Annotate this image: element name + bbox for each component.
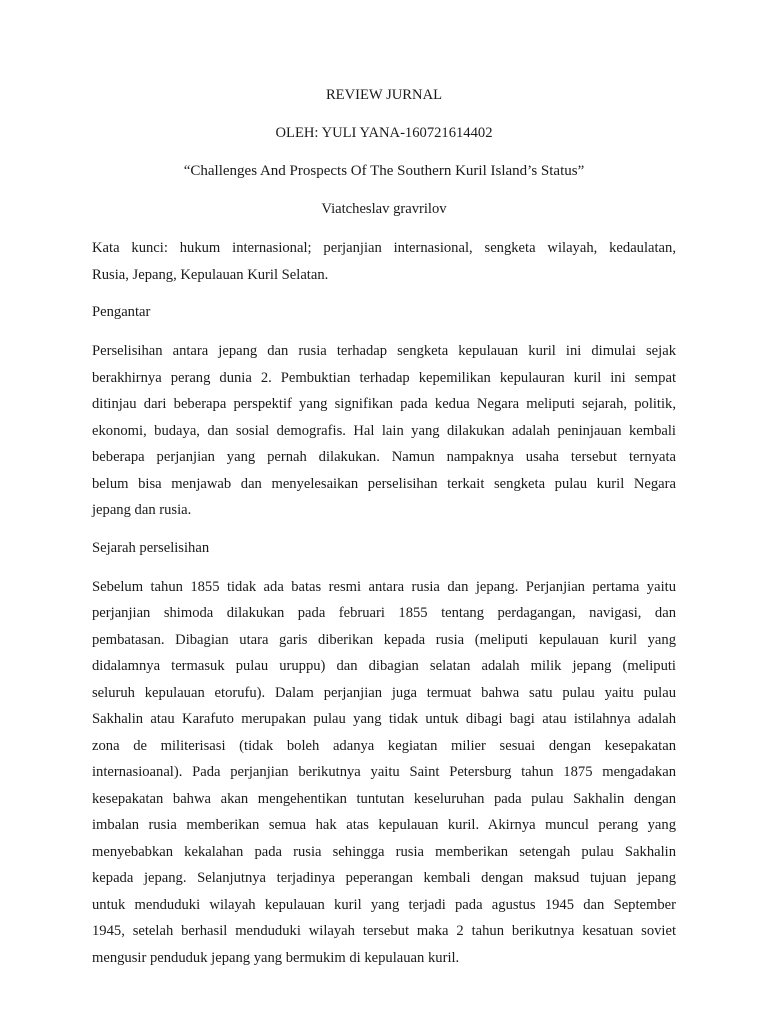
history-line: Sakhalin atau Karafuto merupakan pulau yang tidak untuk dibagi bagi atau istilahnya adalah (92, 711, 676, 727)
history-line: imbalan rusia memberikan semua hak atas kepulauan kuril. Akirnya muncul perang yang (92, 817, 676, 833)
history-line: seluruh kepulauan etorufu). Dalam perjanjian juga termuat bahwa satu pulau yaitu pulau (92, 684, 676, 701)
document-title: REVIEW JURNAL (325, 87, 443, 103)
history-line: Sebelum tahun 1855 tidak ada batas resmi antara rusia dan jepang. Perjanjian pertama yaitu (92, 578, 676, 595)
keywords-paragraph (92, 235, 676, 288)
history-line: untuk menduduki wilayah kepulauan kuril yang terjadi pada agustus 1945 dan September (92, 896, 676, 913)
reviewer-line: OLEH: YULI YANA-160721614402 (275, 125, 493, 141)
keywords-line: Rusia, Jepang, Kepulauan Kuril Selatan. (92, 266, 329, 283)
intro-line: jepang dan rusia. (92, 502, 192, 518)
history-line: perjanjian shimoda dilakukan pada februari 1855 tentang perdagangan, navigasi, dan (92, 605, 676, 621)
history-line: zona de militerisasi (tidak boleh adanya kegiatan milier sesuai dengan kesepakatan (92, 737, 676, 754)
history-heading: Sejarah perselisihan (92, 539, 210, 556)
intro-line: Perselisihan antara jepang dan rusia terhadap sengketa kepulauan kuril ini dimulai sejak (92, 343, 676, 359)
intro-heading: Pengantar (92, 304, 151, 320)
intro-paragraph (92, 338, 676, 524)
history-line: menyebabkan kekalahan pada rusia sehingga rusia memberikan setengah pulau Sakhalin (92, 843, 676, 860)
intro-line: berakhirnya perang dunia 2. Pembuktian terhadap kepemilikan kepulauran kuril ini sempat (92, 369, 676, 386)
history-line: kepada jepang. Selanjutnya terjadinya peperangan kembali dengan maksud tujuan jepang (92, 870, 676, 886)
history-line: kesepakatan bahwa akan mengehentikan tuntutan keseluruhan pada pulau Sakhalin dengan (92, 790, 676, 807)
intro-line: ekonomi, budaya, dan sosial demografis. Hal lain yang dilakukan adalah peninjauan kembali (92, 422, 676, 439)
history-line: 1945, setelah berhasil menduduki wilayah tersebut maka 2 tahun berikutnya kesatuan soviet (92, 923, 676, 939)
history-line: didalamnya termasuk pulau uruppu) dan dibagian selatan adalah milik jepang (meliputi (92, 658, 676, 674)
article-author: Viatcheslav gravrilov (321, 201, 447, 217)
intro-line: belum bisa menjawab dan menyelesaikan perselisihan terkait sengketa pulau kuril Negara (92, 475, 676, 492)
history-line: pembatasan. Dibagian utara garis diberikan kepada rusia (meliputi kepulauan kuril yang (92, 631, 676, 648)
keywords-line: Kata kunci: hukum internasional; perjanjian internasional, sengketa wilayah, kedaulatan, (92, 240, 676, 256)
history-paragraph (92, 574, 676, 972)
history-line: mengusir penduduk jepang yang bermukim di kepulauan kuril. (92, 949, 460, 966)
intro-line: beberapa perjanjian yang pernah dilakukan. Namun nampaknya usaha tersebut ternyata (92, 449, 676, 465)
article-title: “Challenges And Prospects Of The Southern Kuril Island’s Status” (183, 163, 585, 179)
document-page (92, 85, 676, 985)
history-line: internasioanal). Pada perjanjian berikutnya yaitu Saint Petersburg tahun 1875 mengadakan (92, 764, 676, 780)
intro-line: ditinjau dari beberapa perspektif yang signifikan pada kedua Negara meliputi sejarah, politik, (92, 396, 676, 412)
